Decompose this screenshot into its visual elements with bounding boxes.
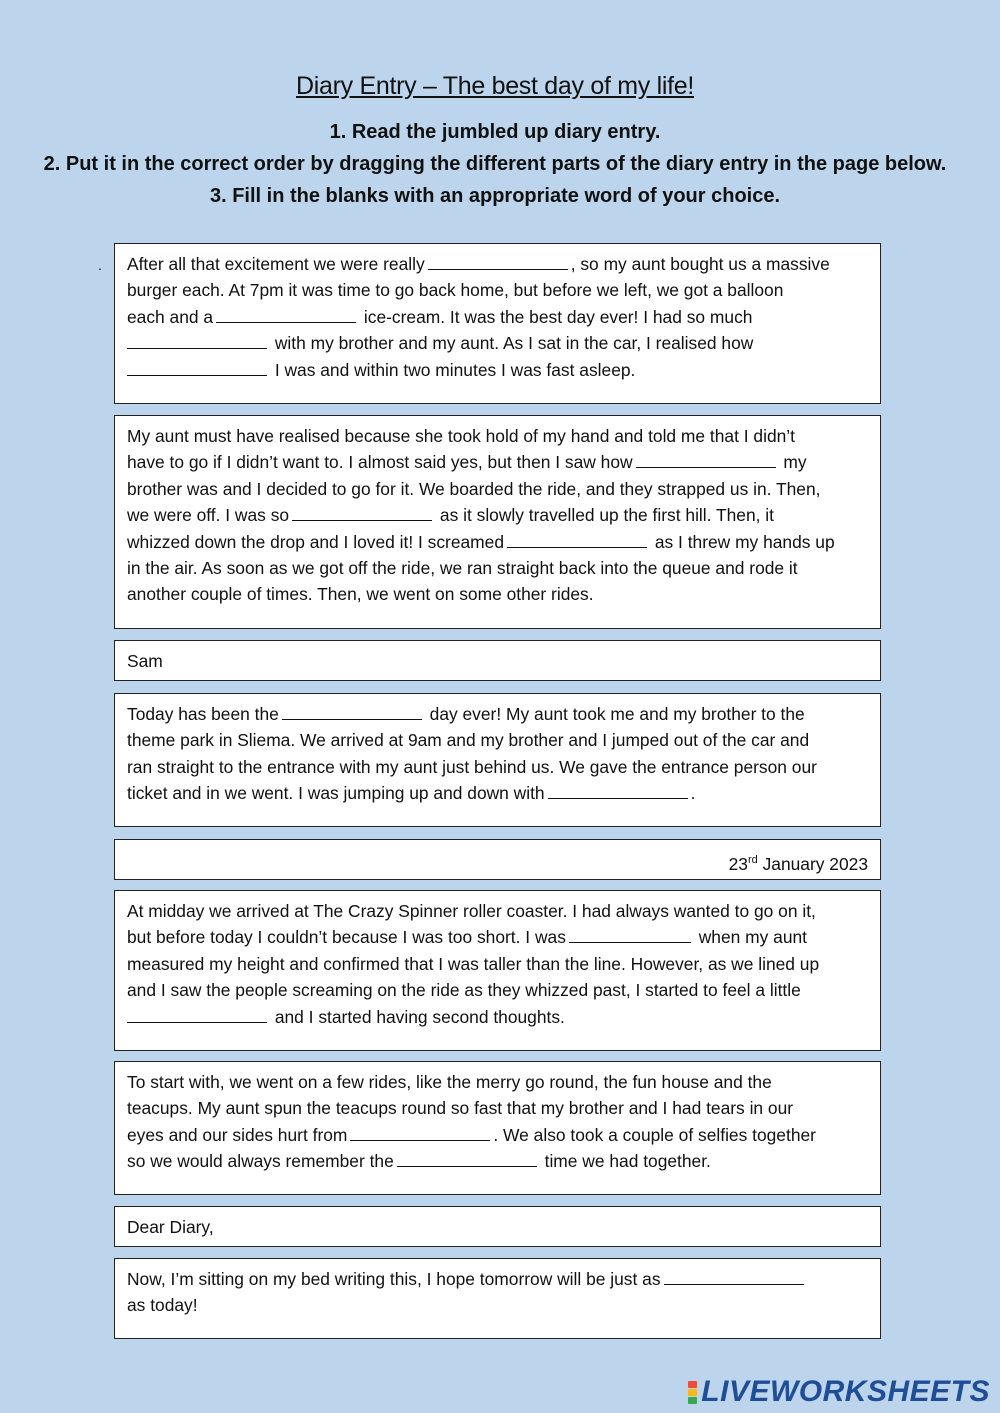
diary-part-date[interactable]: 23rd January 2023 <box>114 839 881 880</box>
marker-dot: . <box>98 257 102 273</box>
diary-part-ending[interactable]: After all that excitement we were really , so my aunt bought us a massive burger each. At 7pm it was time to go back home, but before we left, we got a balloon each and a ice-cream. It was the best day ever! I had so much with my brother and my aunt. As I sat in the car, I realised how I was and within two minutes I was fast asleep. <box>114 243 881 404</box>
instruction-3: 3. Fill in the blanks with an appropriate word of your choice. <box>209 185 781 207</box>
blank-input[interactable] <box>397 1150 537 1167</box>
diary-part-intro[interactable]: Today has been the day ever! My aunt took me and my brother to the theme park in Sliema. We arrived at 9am and my brother and I jumped out of the car and ran straight to the entrance with my aunt just behind us. We gave the entrance person our ticket and in we went. I was jumping up and down with . <box>114 693 881 827</box>
blank-input[interactable] <box>548 782 688 799</box>
blank-input[interactable] <box>636 451 776 468</box>
blank-input[interactable] <box>664 1268 804 1285</box>
liveworksheets-logo-icon <box>688 1381 697 1404</box>
instruction-2: 2. Put it in the correct order by dragging the different parts of the diary entry in the page below. <box>43 153 947 175</box>
brand-text: LIVEWORKSHEETS <box>701 1375 990 1408</box>
diary-part-rollercoaster[interactable]: At midday we arrived at The Crazy Spinner roller coaster. I had always wanted to go on it, but before today I couldn’t because I was too short. I was when my aunt measured my height and confirmed that I was taller than the line. However, as we lined up and I saw the people screaming on the ride as they whizzed past, I started to feel a little and I started having second thoughts. <box>114 890 881 1051</box>
blank-input[interactable] <box>127 1006 267 1023</box>
diary-part-ride[interactable]: My aunt must have realised because she took hold of my hand and told me that I didn’t have to go if I didn’t want to. I almost said yes, but then I saw how my brother was and I decided to go for it. We boarded the ride, and they strapped us in. Then, we were off. I was so as it slowly travelled up the first hill. Then, it whizzed down the drop and I loved it! I screamed as I threw my hands up in the air. As soon as we got off the ride, we ran straight back into the queue and rode it another couple of times. Then, we went on some other rides. <box>114 415 881 629</box>
blank-input[interactable] <box>507 531 647 548</box>
blank-input[interactable] <box>127 359 267 376</box>
instruction-1: 1. Read the jumbled up diary entry. <box>329 121 661 143</box>
blank-input[interactable] <box>428 253 568 270</box>
diary-part-greeting[interactable]: Dear Diary, <box>114 1206 881 1247</box>
diary-part-signature[interactable]: Sam <box>114 640 881 681</box>
liveworksheets-brand <box>688 1375 990 1409</box>
diary-part-rides[interactable]: To start with, we went on a few rides, like the merry go round, the fun house and the teacups. My aunt spun the teacups round so fast that my brother and I had tears in our eyes and our sides hurt from . We also took a couple of selfies together so we would always remember the time we had together. <box>114 1061 881 1195</box>
blank-input[interactable] <box>282 703 422 720</box>
blank-input[interactable] <box>569 926 691 943</box>
blank-input[interactable] <box>216 306 356 323</box>
page-title: Diary Entry – The best day of my life! <box>295 72 695 100</box>
blank-input[interactable] <box>127 332 267 349</box>
diary-part-closing[interactable]: Now, I’m sitting on my bed writing this, I hope tomorrow will be just as as today! <box>114 1258 881 1339</box>
blank-input[interactable] <box>350 1124 490 1141</box>
blank-input[interactable] <box>292 504 432 521</box>
